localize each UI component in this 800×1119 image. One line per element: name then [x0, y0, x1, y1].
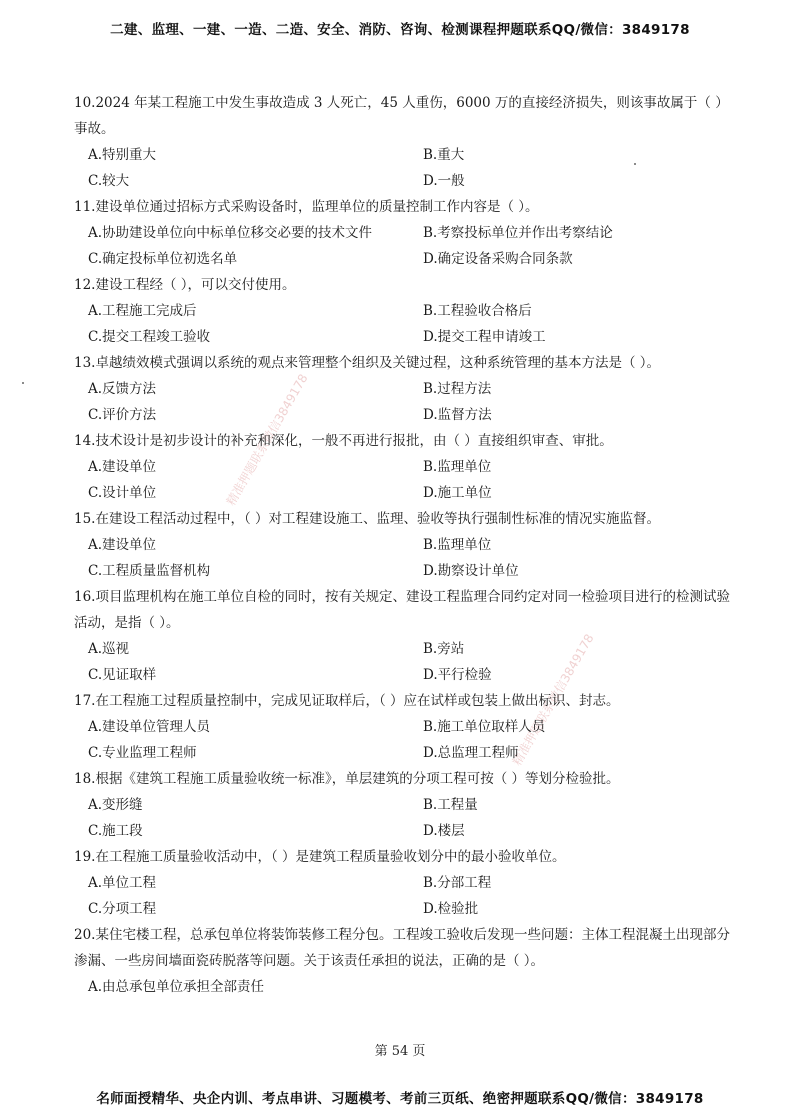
question-block — [74, 350, 734, 428]
option-grid — [74, 376, 734, 428]
page-footer: 名师面授精华、央企内训、考点串讲、习题模考、考前三页纸、绝密押题联系QQ/微信：3849178 — [96, 1091, 704, 1107]
answer-option: B.分部工程 — [423, 875, 492, 891]
answer-option: C.设计单位 — [88, 485, 157, 501]
answer-option: A.工程施工完成后 — [88, 303, 197, 319]
answer-option: A.巡视 — [88, 641, 130, 657]
question-block — [74, 194, 734, 272]
answer-option: C.确定投标单位初选名单 — [88, 251, 238, 267]
page-header: 二建、监理、一建、一造、二造、安全、消防、咨询、检测课程押题联系QQ/微信：3849178 — [110, 22, 690, 38]
answer-option: A.由总承包单位承担全部责任 — [88, 979, 265, 995]
question-list — [74, 90, 734, 1000]
answer-option: D.楼层 — [423, 823, 465, 839]
option-grid — [74, 454, 734, 506]
question-stem: 12.建设工程经（ ），可以交付使用。 — [74, 277, 296, 293]
answer-option: D.平行检验 — [423, 667, 492, 683]
answer-option: B.监理单位 — [423, 459, 492, 475]
question-stem: 15.在建设工程活动过程中，（ ）对工程建设施工、监理、验收等执行强制性标准的情况实施监督。 — [74, 511, 661, 527]
answer-option: A.变形缝 — [88, 797, 143, 813]
option-grid — [74, 870, 734, 922]
answer-option: C.评价方法 — [88, 407, 157, 423]
answer-option: D.确定设备采购合同条款 — [423, 251, 573, 267]
option-grid — [74, 142, 734, 194]
answer-option: B.工程验收合格后 — [423, 303, 532, 319]
answer-option: A.单位工程 — [88, 875, 157, 891]
answer-option: D.勘察设计单位 — [423, 563, 519, 579]
answer-option: C.施工段 — [88, 823, 143, 839]
answer-option: B.过程方法 — [423, 381, 492, 397]
answer-option: C.分项工程 — [88, 901, 157, 917]
answer-option: D.总监理工程师 — [423, 745, 519, 761]
answer-option: B.施工单位取样人员 — [423, 719, 546, 735]
option-grid — [74, 792, 734, 844]
question-stem: 10.2024 年某工程施工中发生事故造成 3 人死亡，45 人重伤，6000 万的直接经济损失，则该事故属于（ ）事故。 — [74, 95, 729, 137]
option-grid — [74, 636, 734, 688]
question-stem: 14.技术设计是初步设计的补充和深化，一般不再进行报批，由（ ）直接组织审查、审批。 — [74, 433, 613, 449]
answer-option: D.一般 — [423, 173, 465, 189]
question-block — [74, 688, 734, 766]
option-grid — [74, 220, 734, 272]
question-stem: 18.根据《建筑工程施工质量验收统一标准》，单层建筑的分项工程可按（ ）等划分检验批。 — [74, 771, 620, 787]
question-block — [74, 90, 734, 194]
question-block — [74, 844, 734, 922]
answer-option: B.重大 — [423, 147, 465, 163]
question-stem: 16.项目监理机构在施工单位自检的同时，按有关规定、建设工程监理合同约定对同一检验项目进行的检测试验活动，是指（ ）。 — [74, 589, 730, 631]
answer-option: C.提交工程竣工验收 — [88, 329, 211, 345]
answer-option: A.建设单位 — [88, 537, 157, 553]
answer-option: A.反馈方法 — [88, 381, 157, 397]
scan-speck — [22, 382, 24, 384]
answer-option: C.较大 — [88, 173, 130, 189]
question-block — [74, 584, 734, 688]
option-grid — [74, 532, 734, 584]
answer-option: D.施工单位 — [423, 485, 492, 501]
answer-option: A.建设单位管理人员 — [88, 719, 211, 735]
question-block — [74, 272, 734, 350]
page-number: 第 54 页 — [374, 1044, 426, 1059]
answer-option: D.监督方法 — [423, 407, 492, 423]
answer-option: A.建设单位 — [88, 459, 157, 475]
answer-option: D.提交工程申请竣工 — [423, 329, 546, 345]
question-stem: 17.在工程施工过程质量控制中，完成见证取样后，（ ）应在试样或包装上做出标识、封志。 — [74, 693, 620, 709]
answer-option: B.旁站 — [423, 641, 465, 657]
answer-option: C.工程质量监督机构 — [88, 563, 211, 579]
option-grid — [74, 974, 734, 1000]
question-stem: 20.某住宅楼工程，总承包单位将装饰装修工程分包。工程竣工验收后发现一些问题：主体工程混凝土出现部分渗漏、一些房间墙面瓷砖脱落等问题。关于该责任承担的说法，正确的是（ ）。 — [74, 927, 730, 969]
question-block — [74, 506, 734, 584]
question-stem: 19.在工程施工质量验收活动中，（ ）是建筑工程质量验收划分中的最小验收单位。 — [74, 849, 566, 865]
answer-option: C.见证取样 — [88, 667, 157, 683]
question-block — [74, 766, 734, 844]
question-stem: 11.建设单位通过招标方式采购设备时，监理单位的质量控制工作内容是（ ）。 — [74, 199, 539, 215]
answer-option: A.协助建设单位向中标单位移交必要的技术文件 — [88, 225, 373, 241]
answer-option: B.监理单位 — [423, 537, 492, 553]
answer-option: B.考察投标单位并作出考察结论 — [423, 225, 613, 241]
watermark: 精准押题联系微信3849178 — [509, 631, 597, 768]
answer-option: B.工程量 — [423, 797, 478, 813]
answer-option: D.检验批 — [423, 901, 479, 917]
question-block — [74, 922, 734, 1000]
watermark: 精准押题联系微信3849178 — [223, 371, 311, 508]
answer-option: A.特别重大 — [88, 147, 157, 163]
option-grid — [74, 714, 734, 766]
question-stem: 13.卓越绩效模式强调以系统的观点来管理整个组织及关键过程，这种系统管理的基本方法是（ ）。 — [74, 355, 661, 371]
question-block — [74, 428, 734, 506]
option-grid — [74, 298, 734, 350]
answer-option: C.专业监理工程师 — [88, 745, 197, 761]
